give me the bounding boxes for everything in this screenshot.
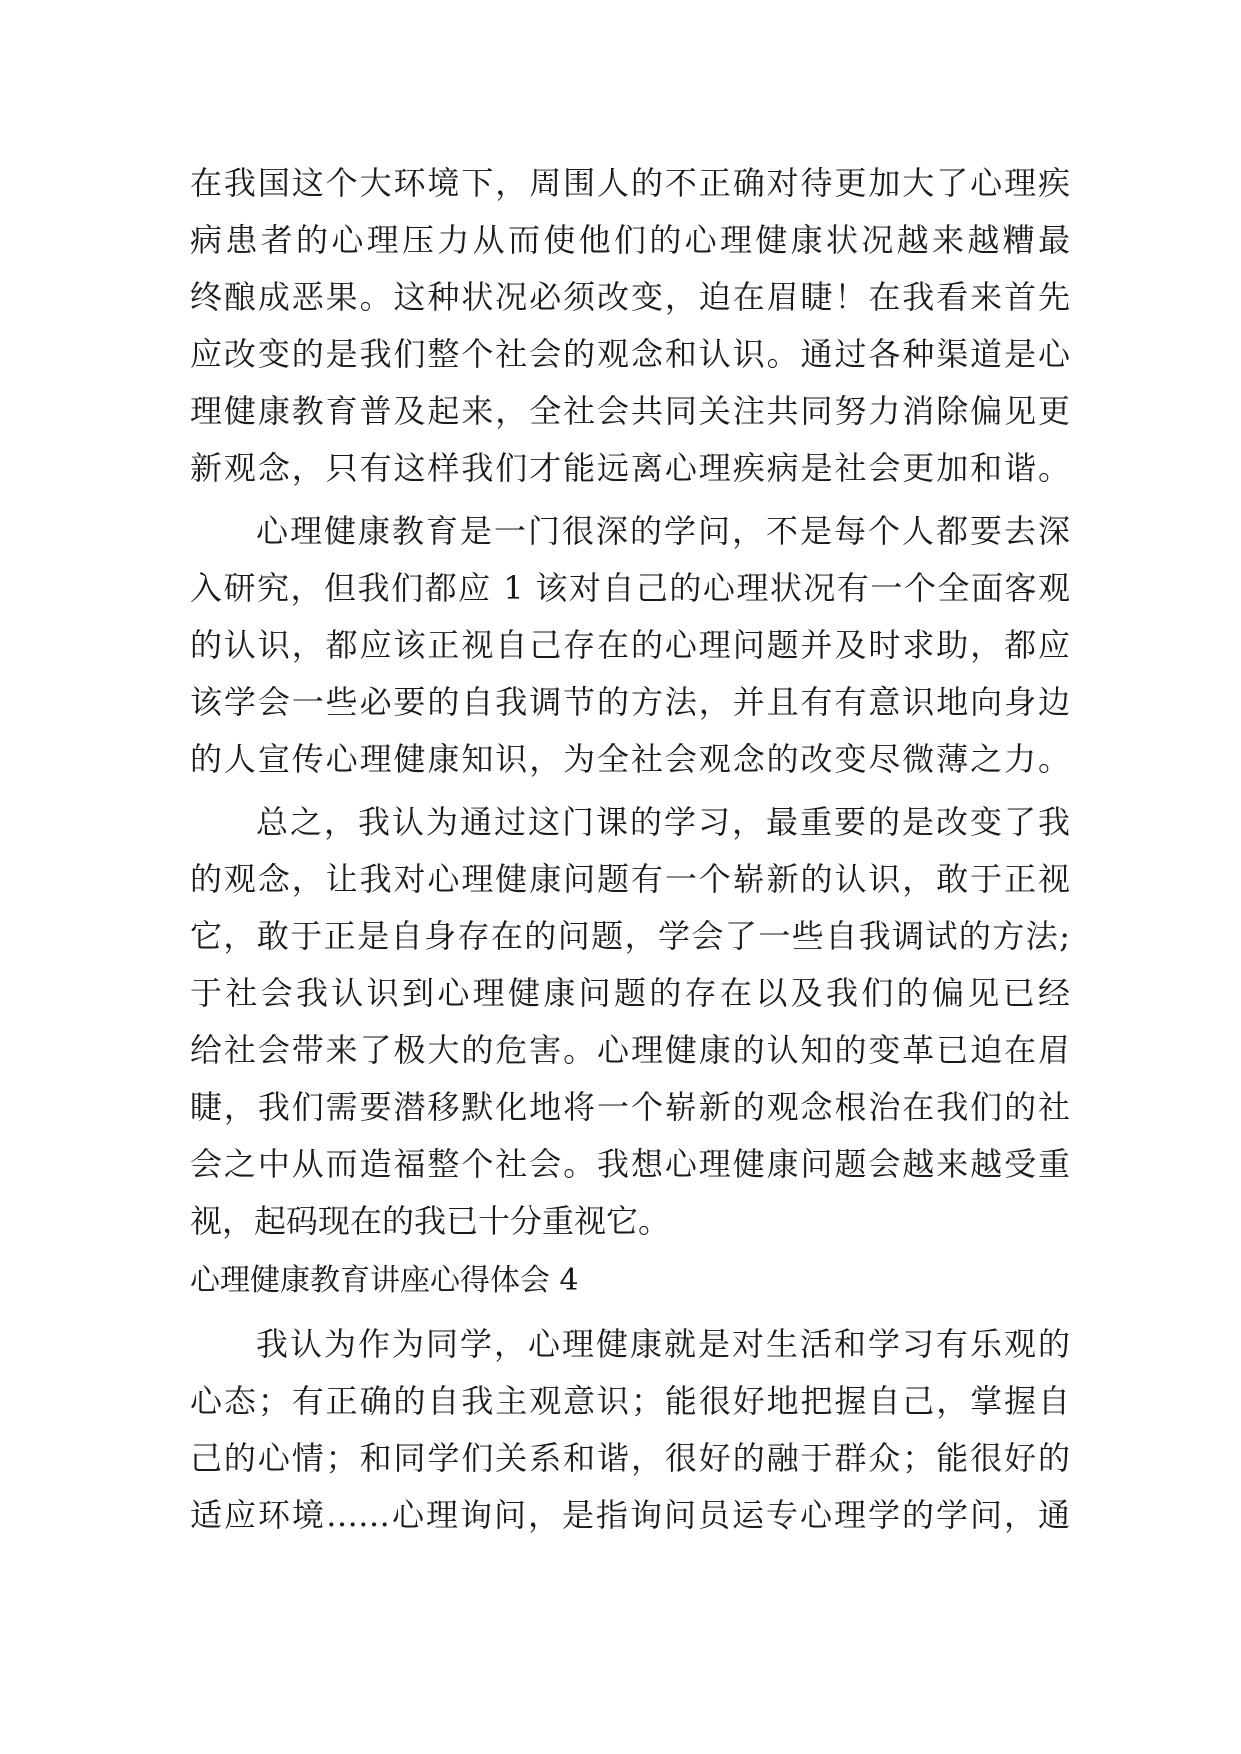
paragraph-2-line-1: 心理健康教育是一门很深的学问，不是每个人都要去深 — [256, 512, 1070, 550]
paragraph-3-line-1: 总之，我认为通过这门课的学习，最重要的是改变了我 — [256, 803, 1070, 841]
paragraph-4-line-4: 适应环境……心理询问，是指询问员运专心理学的学问，通 — [190, 1496, 1070, 1534]
paragraph-3-line-5: 给社会带来了极大的危害。心理健康的认知的变革已迫在眉 — [190, 1031, 1070, 1069]
paragraph-4-line-2: 心态；有正确的自我主观意识；能很好地把握自己，掌握自 — [190, 1382, 1070, 1420]
paragraph-1-line-3: 终酿成恶果。这种状况必须改变，迫在眉睫！在我看来首先 — [190, 278, 1070, 316]
paragraph-3-line-7: 会之中从而造福整个社会。我想心理健康问题会越来越受重 — [190, 1145, 1070, 1183]
paragraph-4-line-1: 我认为作为同学，心理健康就是对生活和学习有乐观的 — [256, 1325, 1070, 1363]
paragraph-4-line-3: 己的心情；和同学们关系和谐，很好的融于群众；能很好的 — [190, 1439, 1070, 1477]
paragraph-1-line-6: 新观念，只有这样我们才能远离心理疾病是社会更加和谐。 — [190, 449, 1070, 487]
paragraph-2-line-5: 的人宣传心理健康知识，为全社会观念的改变尽微薄之力。 — [190, 740, 1070, 778]
paragraph-1-line-5: 理健康教育普及起来，全社会共同关注共同努力消除偏见更 — [190, 392, 1070, 430]
paragraph-2-line-3: 的认识，都应该正视自己存在的心理问题并及时求助，都应 — [190, 626, 1070, 664]
paragraph-3-line-8: 视，起码现在的我已十分重视它。 — [190, 1202, 671, 1240]
paragraph-3-line-2: 的观念，让我对心理健康问题有一个崭新的认识，敢于正视 — [190, 860, 1070, 898]
section-heading: 心理健康教育讲座心得体会 4 — [190, 1263, 579, 1298]
paragraph-1-line-4: 应改变的是我们整个社会的观念和认识。通过各种渠道是心 — [190, 335, 1070, 373]
paragraph-3-line-3: 它，敢于正是自身存在的问题，学会了一些自我调试的方法; — [190, 917, 1070, 955]
paragraph-1-line-2: 病患者的心理压力从而使他们的心理健康状况越来越糟最 — [190, 221, 1070, 259]
paragraph-3-line-4: 于社会我认识到心理健康问题的存在以及我们的偏见已经 — [190, 974, 1070, 1012]
paragraph-1-line-1: 在我国这个大环境下，周围人的不正确对待更加大了心理疾 — [190, 164, 1070, 202]
paragraph-2-line-4: 该学会一些必要的自我调节的方法，并且有有意识地向身边 — [190, 683, 1070, 721]
paragraph-3-line-6: 睫，我们需要潜移默化地将一个崭新的观念根治在我们的社 — [190, 1088, 1070, 1126]
paragraph-2-line-2: 入研究，但我们都应 1 该对自己的心理状况有一个全面客观 — [190, 569, 1070, 607]
